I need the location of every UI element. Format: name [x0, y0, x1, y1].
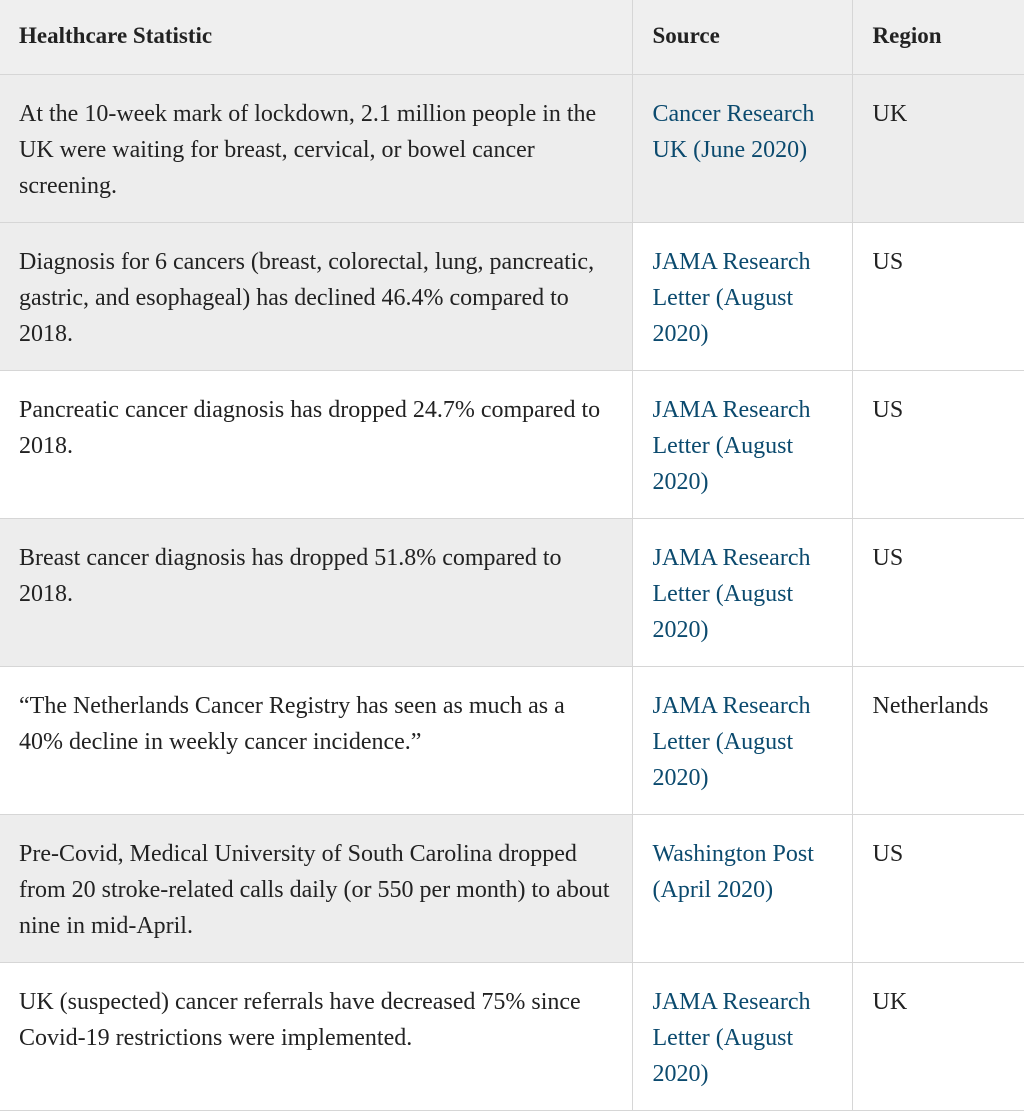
table-row: [0, 962, 1024, 1110]
table-header-row: [0, 0, 1024, 74]
statistic-cell: At the 10-week mark of lockdown, 2.1 million people in the UK were waiting for breast, cervical, or bowel cancer screening.: [0, 74, 632, 222]
table-row: [0, 518, 1024, 666]
table-row: [0, 370, 1024, 518]
source-link[interactable]: JAMA Research Letter (August 2020): [652, 544, 811, 643]
source-link[interactable]: JAMA Research Letter (August 2020): [652, 988, 811, 1087]
source-cell: [632, 222, 852, 370]
source-cell: [632, 518, 852, 666]
source-link[interactable]: JAMA Research Letter (August 2020): [652, 692, 811, 791]
table-row: [0, 74, 1024, 222]
column-header-source: Source: [632, 0, 852, 74]
source-cell: [632, 370, 852, 518]
source-cell: [632, 666, 852, 814]
source-cell: [632, 962, 852, 1110]
source-link[interactable]: Washington Post (April 2020): [652, 840, 814, 903]
column-header-region: Region: [852, 0, 1024, 74]
region-cell: US: [852, 370, 1024, 518]
table-row: [0, 666, 1024, 814]
source-link[interactable]: JAMA Research Letter (August 2020): [652, 396, 811, 495]
statistic-cell: “The Netherlands Cancer Registry has seen as much as a 40% decline in weekly cancer incidence.”: [0, 666, 632, 814]
region-cell: US: [852, 222, 1024, 370]
source-cell: [632, 814, 852, 962]
statistic-cell: Pancreatic cancer diagnosis has dropped 24.7% compared to 2018.: [0, 370, 632, 518]
region-cell: US: [852, 814, 1024, 962]
region-cell: UK: [852, 962, 1024, 1110]
statistic-cell: Breast cancer diagnosis has dropped 51.8% compared to 2018.: [0, 518, 632, 666]
region-cell: Netherlands: [852, 666, 1024, 814]
table-row: [0, 814, 1024, 962]
region-cell: UK: [852, 74, 1024, 222]
statistic-cell: Pre-Covid, Medical University of South Carolina dropped from 20 stroke-related calls daily (or 550 per month) to about nine in mid-April.: [0, 814, 632, 962]
region-cell: US: [852, 518, 1024, 666]
statistic-cell: UK (suspected) cancer referrals have decreased 75% since Covid-19 restrictions were implemented.: [0, 962, 632, 1110]
statistic-cell: Diagnosis for 6 cancers (breast, colorectal, lung, pancreatic, gastric, and esophageal) has declined 46.4% compared to 2018.: [0, 222, 632, 370]
table-row: [0, 222, 1024, 370]
source-cell: [632, 74, 852, 222]
source-link[interactable]: Cancer Research UK (June 2020): [652, 100, 815, 163]
column-header-statistic: Healthcare Statistic: [0, 0, 632, 74]
source-link[interactable]: JAMA Research Letter (August 2020): [652, 248, 811, 347]
